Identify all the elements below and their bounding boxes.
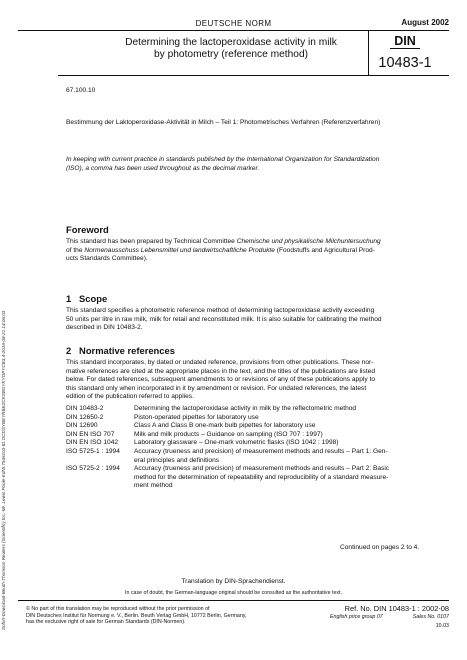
din-number: 10483-1 xyxy=(378,55,432,71)
reference-row xyxy=(66,431,451,440)
copyright-line: © No part of this translation may be reproduced without the prior permission of xyxy=(26,606,210,612)
reference-code: DIN 12650-2 xyxy=(66,413,104,421)
continued-note: Continued on pages 2 to 4. xyxy=(340,544,420,551)
footer-rule xyxy=(18,600,449,601)
german-title: Bestimmung der Laktoperoxidase-Aktivität in Milch – Teil 1: Photometrisches Verfahren (Referenzverfahren) xyxy=(66,119,381,126)
reference-code: ISO 5725-1 : 1994 xyxy=(66,447,120,455)
reference-row xyxy=(66,405,451,414)
reference-title: Milk and milk products – Guidance on sampling (ISO 707 : 1997) xyxy=(134,430,323,438)
reference-title: Class A and Class B one-mark bulb pipettes for laboratory use xyxy=(134,422,316,430)
copyright-line: has the exclusive right of sale for German Standards (DIN-Normen). xyxy=(26,619,186,626)
reference-code: DIN EN ISO 707 xyxy=(66,430,115,438)
reference-title-line: Accuracy (trueness and precision) of measurement methods and results – Part 2: Basic xyxy=(134,465,390,473)
price-group: English price group 07 xyxy=(330,614,383,620)
translation-credit: Translation by DIN-Sprachendienst. xyxy=(181,578,286,585)
intro-line: This standard incorporates, by dated or undated reference, provisions from other publications. These nor- xyxy=(66,359,374,366)
reference-row xyxy=(66,414,451,423)
scope-text xyxy=(66,307,456,333)
reference-title: Determining the lactoperoxidase activity in milk by the reflectometric method xyxy=(134,405,357,412)
intro-line: edition of the publication referred to applies. xyxy=(66,393,194,401)
foreword-text xyxy=(66,238,456,264)
title-line-2: by photometry (reference method) xyxy=(153,48,309,60)
title-line-1: Determining the lactoperoxidase activity in milk xyxy=(125,37,337,48)
reference-row xyxy=(66,422,451,431)
reference-row xyxy=(66,448,451,465)
reference-title-line: ment method xyxy=(134,482,173,490)
reference-title: Piston-operated pipettes for laboratory use xyxy=(134,413,259,421)
reference-title: Laboratory glassware – One-mark volumetric flasks (ISO 1042 : 1998) xyxy=(134,439,339,447)
reference-number: Ref. No. DIN 10483-1 : 2002-08 xyxy=(344,604,449,613)
section-title: Scope xyxy=(79,293,108,304)
decimal-marker-note xyxy=(66,156,456,173)
section-number: 2 xyxy=(66,345,72,356)
intro-line: mative references are cited at the appropriate places in the text, and the titles of the publications are listed xyxy=(66,367,375,375)
translation-disclaimer: In case of doubt, the German-language original should be consulted as the authoritative text. xyxy=(124,590,343,596)
issue-code: 10.03 xyxy=(435,623,449,629)
document-title xyxy=(100,37,362,60)
copyright-notice xyxy=(26,606,316,626)
reference-title-line: Accuracy (trueness and precision) of measurement methods and results – Part 1: Gen- xyxy=(134,447,388,455)
scope-line: described in DIN 10483-2. xyxy=(66,324,143,332)
header-rule xyxy=(18,30,449,31)
note-line: (ISO), a comma has been used throughout as the decimal marker. xyxy=(66,164,260,172)
foreword-line: ucts Standards Committee). xyxy=(66,255,148,263)
download-watermark: Sofort-Download-Beuth-Thomson Reuters (Scientific) Inc.-Mr. Lewis Poole-KdNr.7546103-ID.OCDSYBEYRBEZCKSBGYKYOPYCB3.4-2016-08-21 14:06:03 xyxy=(1,310,6,630)
foreword-line: of the Normenausschuss Lebensmittel und landwirtschaftliche Produkte (Foodstuffs and Agricultural Prod- xyxy=(66,246,375,254)
section-number: 1 xyxy=(66,293,72,304)
section-title: Normative references xyxy=(79,345,175,356)
reference-title xyxy=(134,448,451,465)
publication-date: August 2002 xyxy=(401,18,449,27)
copyright-line: DIN Deutsches Institut für Normung e. V., Berlin. Beuth Verlag GmbH, 10772 Berlin, Germany, xyxy=(26,612,247,619)
reference-code: DIN 12690 xyxy=(66,422,98,430)
reference-title-line: eral principles and definitions xyxy=(134,456,220,464)
reference-title-line: method for the determination of repeatability and reproducibility of a standard measure- xyxy=(134,473,389,481)
intro-line: this standard only when incorporated in it by amendment or revision. For undated references, the latest xyxy=(66,384,367,392)
intro-line: below. For dated references, subsequent amendments to or revisions of any of these publications apply to xyxy=(66,376,375,384)
scope-heading xyxy=(66,293,107,304)
scope-line: 50 units per litre in raw milk, milk for retail and reconstituted milk. It is also suitable for calibrating the method xyxy=(66,315,382,323)
foreword-heading: Foreword xyxy=(66,224,109,235)
note-line: In keeping with current practice in standards published by the International Organization for Standardization xyxy=(66,156,380,163)
sales-number: Sales No. 0107 xyxy=(412,614,449,620)
scope-line: This standard specifies a photometric reference method of determining lactoperoxidase activity exceeding xyxy=(66,307,375,314)
title-rule xyxy=(58,75,449,76)
reference-row xyxy=(66,439,451,448)
reference-code: ISO 5725-2 : 1994 xyxy=(66,465,120,473)
reference-code: DIN EN ISO 1042 xyxy=(66,439,119,447)
title-divider xyxy=(368,31,369,75)
reference-row xyxy=(66,465,451,491)
normative-references-heading xyxy=(66,345,175,356)
standard-type-label: DEUTSCHE NORM xyxy=(195,19,272,28)
references-table xyxy=(66,405,451,491)
normative-intro xyxy=(66,359,456,402)
foreword-line: This standard has been prepared by Technical Committee Chemische und physikalische Milchuntersuchung xyxy=(66,238,381,245)
din-logo: DIN xyxy=(390,34,420,49)
ics-code: 67.100.10 xyxy=(66,87,96,94)
reference-code: DIN 10483-2 xyxy=(66,405,104,412)
reference-title xyxy=(134,465,451,491)
